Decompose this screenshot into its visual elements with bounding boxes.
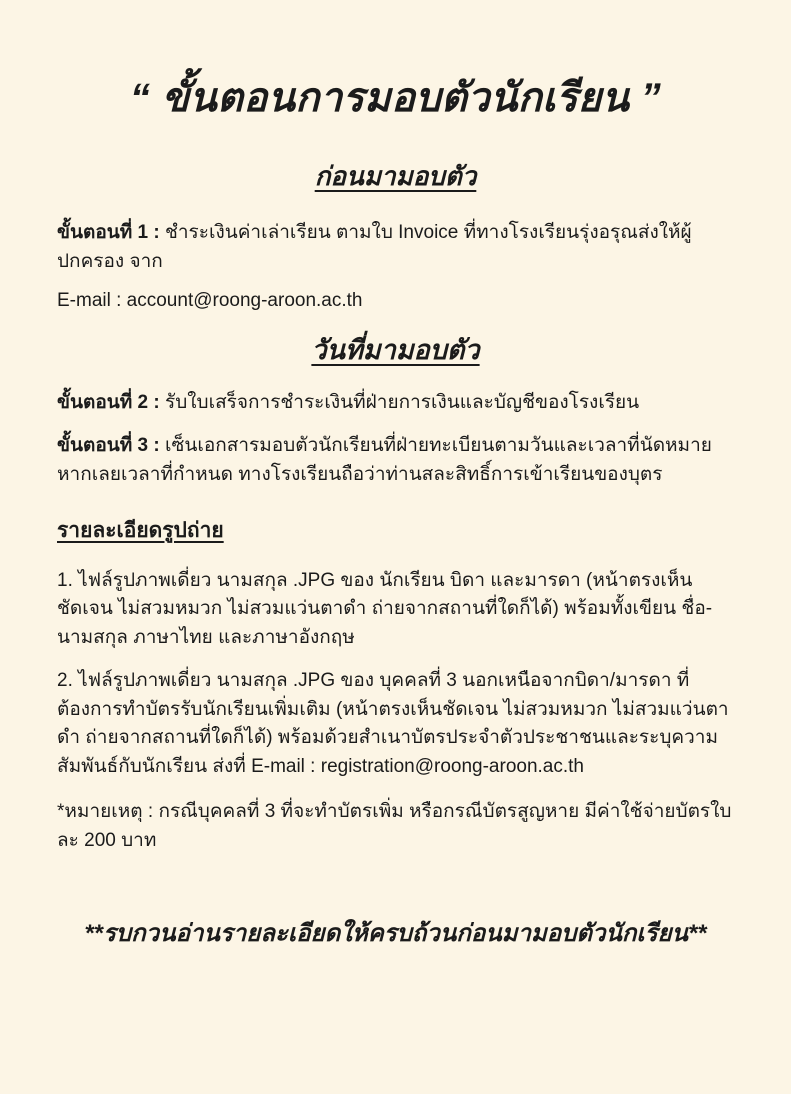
step-3-paragraph [57,431,734,490]
photo-detail-item-2: 2. ไฟล์รูปภาพเดี่ยว นามสกุล .JPG ของ บุคคลที่ 3 นอกเหนือจากบิดา/มารดา ที่ต้องการทำบัตรรับนักเรียนเพิ่มเติม (หน้าตรงเห็นชัดเจน ไม่สวมหมวก ไม่สวมแว่นตาดำ ถ่ายจากสถานที่ใดก็ได้) พร้อมด้วยสำเนาบัตรประจำตัวประชาชนและระบุความสัมพันธ์กับนักเรียน ส่งที่ E-mail : registration@roong-aroon.ac.th [57,670,729,777]
step-1-email-line: E-mail : account@roong-aroon.ac.th [57,289,363,311]
step-2-label: ขั้นตอนที่ 2 : [57,392,160,414]
page-title: “ ขั้นตอนการมอบตัวนักเรียน ” [129,76,662,120]
step-1-text: ชำระเงินค่าเล่าเรียน ตามใบ Invoice ที่ทางโรงเรียนรุ่งอรุณส่งให้ผู้ปกครอง จาก [57,221,692,273]
footer-reminder: **รบกวนอ่านรายละเอียดให้ครบถ้วนก่อนมามอบตัวนักเรียน** [84,919,707,947]
heading-photo-details: รายละเอียดรูปถ่าย [57,518,224,542]
step-3-label: ขั้นตอนที่ 3 : [57,434,160,456]
document-page [0,70,791,1094]
remark-note: *หมายเหตุ : กรณีบุคคลที่ 3 ที่จะทำบัตรเพิ่ม หรือกรณีบัตรสูญหาย มีค่าใช้จ่ายบัตรใบละ 200 บาท [57,801,732,852]
step-2-text: รับใบเสร็จการชำระเงินที่ฝ่ายการเงินและบัญชีของโรงเรียน [164,392,640,414]
heading-before-enrollment: ก่อนมามอบตัว [314,161,477,191]
step-3-text: เซ็นเอกสารมอบตัวนักเรียนที่ฝ่ายทะเบียนตามวันและเวลาที่นัดหมาย หากเลยเวลาที่กำหนด ทางโรงเรียนถือว่าท่านสละสิทธิ์การเข้าเรียนของบุตร [57,434,712,486]
step-1-label: ขั้นตอนที่ 1 : [57,221,160,243]
step-1-paragraph [57,218,734,277]
step-2-paragraph [57,388,734,417]
photo-detail-item-1: 1. ไฟล์รูปภาพเดี่ยว นามสกุล .JPG ของ นักเรียน บิดา และมารดา (หน้าตรงเห็นชัดเจน ไม่สวมหมวก ไม่สวมแว่นตาดำ ถ่ายจากสถานที่ใดก็ได้) พร้อมทั้งเขียน ชื่อ-นามสกุล ภาษาไทย และภาษาอังกฤษ [57,569,713,648]
heading-enrollment-day: วันที่มามอบตัว [311,335,480,366]
